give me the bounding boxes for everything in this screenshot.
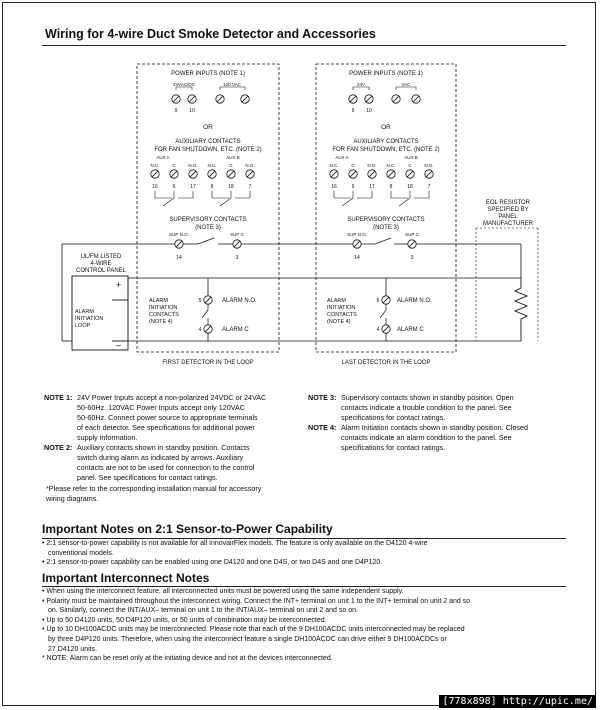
d2-sup-terminal-14 bbox=[353, 240, 361, 248]
svg-text:14: 14 bbox=[176, 255, 182, 261]
d2-sup-terminal-3 bbox=[408, 240, 416, 248]
d2-aux-terminal-16 bbox=[330, 170, 338, 178]
section-sensor-to-power-heading: Important Notes on 2:1 Sensor-to-Power Capability bbox=[42, 522, 333, 536]
svg-text:SUP N.O.: SUP N.O. bbox=[347, 232, 367, 237]
svg-text:ALARM: ALARM bbox=[75, 309, 94, 315]
eol-label-2: SPECIFIED BY bbox=[487, 207, 529, 213]
svg-text:N.C.: N.C. bbox=[386, 163, 396, 168]
eol-label-4: MANUFACTURER bbox=[482, 221, 534, 227]
d1-aux-terminal-6 bbox=[170, 170, 178, 178]
svg-text:N.O.: N.O. bbox=[424, 163, 434, 168]
svg-text:CONTACTS: CONTACTS bbox=[149, 312, 179, 318]
svg-text:SUP C: SUP C bbox=[405, 232, 419, 237]
svg-text:5: 5 bbox=[198, 298, 202, 304]
svg-text:10: 10 bbox=[366, 108, 372, 114]
svg-text:6: 6 bbox=[351, 184, 355, 190]
svg-text:N.C.: N.C. bbox=[329, 163, 339, 168]
svg-text:7: 7 bbox=[248, 184, 252, 190]
section-2-bullets: • When using the interconnect feature, all interconnected units must be powered using the same independent supply. • Polarity must be maintained throughout the interconnect wiring. Connect the INT+ terminal on unit 1 to the INT+ terminal on unit 2 and so on. Similarly, connect the INT/AUX– terminal on unit 1 to the INT/AUX– terminal on unit 2 and so on. • Up to 50 D4120 units, 50 D4P120 units, or 50 units of combination may be interconnected. • Up to 10 DH100ACDC units may be interconnected. Please note that each of the 9 DH100ACDC units interconnected may be replaced by three D4P120 units. Therefore, when using the interconnect feature a single DH100ACDC can drive either 9 DH100ACDCs or 27 D4120 units. * NOTE: Alarm can be reset only at the initiating device and not at the devices interconnected. bbox=[42, 588, 471, 663]
svg-text:(NOTE 3): (NOTE 3) bbox=[195, 225, 221, 231]
svg-text:C: C bbox=[408, 163, 412, 168]
svg-text:AUX B: AUX B bbox=[404, 155, 418, 160]
d2-alarm-no-label: ALARM N.O. bbox=[397, 298, 432, 304]
svg-text:AUX A: AUX A bbox=[335, 155, 349, 160]
svg-text:4: 4 bbox=[198, 327, 202, 333]
svg-text:16: 16 bbox=[152, 184, 158, 190]
svg-text:SUP C: SUP C bbox=[230, 232, 244, 237]
section-interconnect-heading: Important Interconnect Notes bbox=[42, 571, 210, 585]
svg-text:ALARM: ALARM bbox=[149, 298, 168, 304]
d1-alarm-terminal-4 bbox=[204, 325, 212, 333]
svg-text:SUP N.O.: SUP N.O. bbox=[169, 232, 189, 237]
d2-aux-terminal-6 bbox=[349, 170, 357, 178]
d1-power-inputs-label: POWER INPUTS (NOTE 1) bbox=[171, 71, 245, 77]
d1-aux-terminal-8 bbox=[208, 170, 216, 178]
section-1-bullets: • 2:1 sensor-to-power capability is not available for all InnovairFlex models. The feature is only available on the D4120 4-wire conventional models. • 2:1 sensor-to-power capability can be enabled using one D4120 and one D4S, or two D4S and one D4P120. bbox=[42, 540, 428, 567]
d1-caption: FIRST DETECTOR IN THE LOOP bbox=[162, 360, 254, 366]
d1-aux-terminal-7 bbox=[246, 170, 254, 178]
panel-label-1: UL/FM LISTED bbox=[80, 254, 122, 260]
page-title: Wiring for 4-wire Duct Smoke Detector and Accessories bbox=[45, 27, 376, 41]
svg-text:N.O.: N.O. bbox=[245, 163, 255, 168]
d2-power-inputs-label: POWER INPUTS (NOTE 1) bbox=[349, 71, 423, 77]
d1-voltage-dc-label: 24VAC/DC bbox=[173, 82, 195, 87]
d2-power-terminal-ac1 bbox=[392, 95, 400, 103]
svg-text:C: C bbox=[229, 163, 233, 168]
svg-text:4: 4 bbox=[376, 327, 380, 333]
svg-text:C: C bbox=[351, 163, 355, 168]
d2-power-terminal-ac2 bbox=[412, 95, 420, 103]
svg-text:17: 17 bbox=[190, 184, 196, 190]
svg-text:INITIATION: INITIATION bbox=[327, 305, 356, 311]
svg-text:18: 18 bbox=[407, 184, 413, 190]
panel-label-2: 4-WIRE bbox=[90, 261, 112, 267]
d1-sup-terminal-3 bbox=[233, 240, 241, 248]
svg-text:N.O.: N.O. bbox=[367, 163, 377, 168]
loop-minus-label: – bbox=[116, 340, 122, 350]
d1-alarm-c-label: ALARM C bbox=[222, 327, 249, 333]
panel-label-3: CONTROL PANEL bbox=[75, 268, 127, 274]
d1-term-9-label: 9 bbox=[174, 108, 178, 114]
eol-label-3: PANEL bbox=[498, 214, 518, 220]
d1-power-terminal-ac1 bbox=[216, 95, 224, 103]
detector-2 bbox=[327, 71, 440, 366]
d1-aux-terminal-16 bbox=[151, 170, 159, 178]
note-3: NOTE 3: Supervisory contacts shown in standby position. Open contacts indicate a trouble condition to the panel. See specifications for contact ratings. bbox=[308, 393, 514, 422]
d1-aux-a-label: AUX A bbox=[156, 155, 170, 160]
svg-text:8: 8 bbox=[210, 184, 214, 190]
d1-sup-terminal-14 bbox=[175, 240, 183, 248]
d2-aux-terminal-8 bbox=[387, 170, 395, 178]
d1-aux-contacts-label: AUXILIARY CONTACTS bbox=[175, 139, 241, 145]
d1-power-terminal-10 bbox=[188, 95, 196, 103]
d2-alarm-terminal-5 bbox=[382, 296, 390, 304]
d2-aux-terminal-18 bbox=[406, 170, 414, 178]
d1-term-10-label: 10 bbox=[189, 108, 195, 114]
note-2: NOTE 2: Auxiliary contacts shown in standby position. Contacts switch during alarm as indicated by arrows. Auxiliary contacts are not to be used for connection to the control panel. See specifications for contact ratings. bbox=[44, 443, 255, 482]
d2-aux-terminal-7 bbox=[425, 170, 433, 178]
svg-text:6: 6 bbox=[172, 184, 176, 190]
notes-left bbox=[44, 393, 306, 504]
notes-right bbox=[308, 393, 568, 453]
d2-power-terminal-9 bbox=[349, 95, 357, 103]
svg-text:CONTACTS: CONTACTS bbox=[327, 312, 357, 318]
d1-alarm-no-label: ALARM N.O. bbox=[222, 298, 257, 304]
svg-text:7: 7 bbox=[427, 184, 431, 190]
svg-text:INITIATION: INITIATION bbox=[75, 316, 104, 322]
d2-power-terminal-10 bbox=[365, 95, 373, 103]
svg-text:24V: 24V bbox=[356, 82, 366, 87]
svg-text:SUPERVISORY CONTACTS: SUPERVISORY CONTACTS bbox=[347, 217, 425, 223]
svg-text:INITIATION: INITIATION bbox=[149, 305, 178, 311]
svg-text:N.O.: N.O. bbox=[188, 163, 198, 168]
d1-sup-contacts-label: SUPERVISORY CONTACTS bbox=[169, 217, 247, 223]
eol-label-1: EOL RESISTOR bbox=[485, 200, 531, 206]
d1-aux-terminal-17 bbox=[189, 170, 197, 178]
d1-power-terminal-9 bbox=[172, 95, 180, 103]
svg-text:FOR FAN SHUTDOWN, ETC. (NOTE 2: FOR FAN SHUTDOWN, ETC. (NOTE 2) bbox=[332, 147, 440, 153]
d1-aux-contacts-sub: FOR FAN SHUTDOWN, ETC. (NOTE 2) bbox=[154, 147, 262, 153]
note-1: NOTE 1: 24V Power Inputs accept a non-polarized 24VDC or 24VAC 50-60Hz. 120VAC Power Inputs accept only 120VAC 50-60Hz. Connect power source to appropriate terminals of each detector. See specifications for additional power supply information. bbox=[44, 393, 267, 442]
d2-alarm-terminal-4 bbox=[382, 325, 390, 333]
d2-caption: LAST DETECTOR IN THE LOOP bbox=[341, 360, 431, 366]
svg-text:VAC: VAC bbox=[401, 82, 411, 87]
svg-text:OR: OR bbox=[381, 124, 391, 131]
accessory-footnote: *Please refer to the corresponding installation manual for accessory wiring diagrams. bbox=[46, 484, 262, 503]
d1-voltage-ac-label: 120 VAC bbox=[223, 82, 241, 87]
d1-alarm-terminal-5 bbox=[204, 296, 212, 304]
svg-text:LOOP: LOOP bbox=[75, 323, 91, 329]
svg-text:N.C.: N.C. bbox=[207, 163, 217, 168]
svg-text:3: 3 bbox=[410, 255, 414, 261]
svg-text:8: 8 bbox=[389, 184, 393, 190]
svg-text:(NOTE 3): (NOTE 3) bbox=[373, 225, 399, 231]
d2-aux-terminal-17 bbox=[368, 170, 376, 178]
d1-power-terminal-ac2 bbox=[241, 95, 249, 103]
svg-text:ALARM: ALARM bbox=[327, 298, 346, 304]
svg-text:(NOTE 4): (NOTE 4) bbox=[327, 319, 351, 325]
svg-text:3: 3 bbox=[235, 255, 239, 261]
svg-text:9: 9 bbox=[351, 108, 355, 114]
eol-resistor-symbol bbox=[515, 278, 527, 341]
svg-text:(NOTE 4): (NOTE 4) bbox=[149, 319, 173, 325]
d1-aux-terminal-18 bbox=[227, 170, 235, 178]
svg-text:14: 14 bbox=[354, 255, 360, 261]
svg-text:N.C.: N.C. bbox=[150, 163, 160, 168]
d1-aux-b-label: AUX B bbox=[226, 155, 240, 160]
watermark: [778x898] http://upic.me/ bbox=[439, 695, 596, 708]
svg-text:16: 16 bbox=[331, 184, 337, 190]
d1-or-label: OR bbox=[203, 124, 213, 131]
note-4: NOTE 4: Alarm Initiation contacts shown in standby position. Closed contacts indicate an alarm condition to the panel. See specifications for contact ratings. bbox=[308, 423, 528, 452]
svg-text:AUXILIARY CONTACTS: AUXILIARY CONTACTS bbox=[353, 139, 419, 145]
svg-text:5: 5 bbox=[376, 298, 380, 304]
detector-1 bbox=[149, 71, 262, 366]
loop-plus-label: + bbox=[116, 280, 122, 290]
svg-text:17: 17 bbox=[369, 184, 375, 190]
svg-text:18: 18 bbox=[228, 184, 234, 190]
d2-alarm-c-label: ALARM C bbox=[397, 327, 424, 333]
svg-text:C: C bbox=[172, 163, 176, 168]
